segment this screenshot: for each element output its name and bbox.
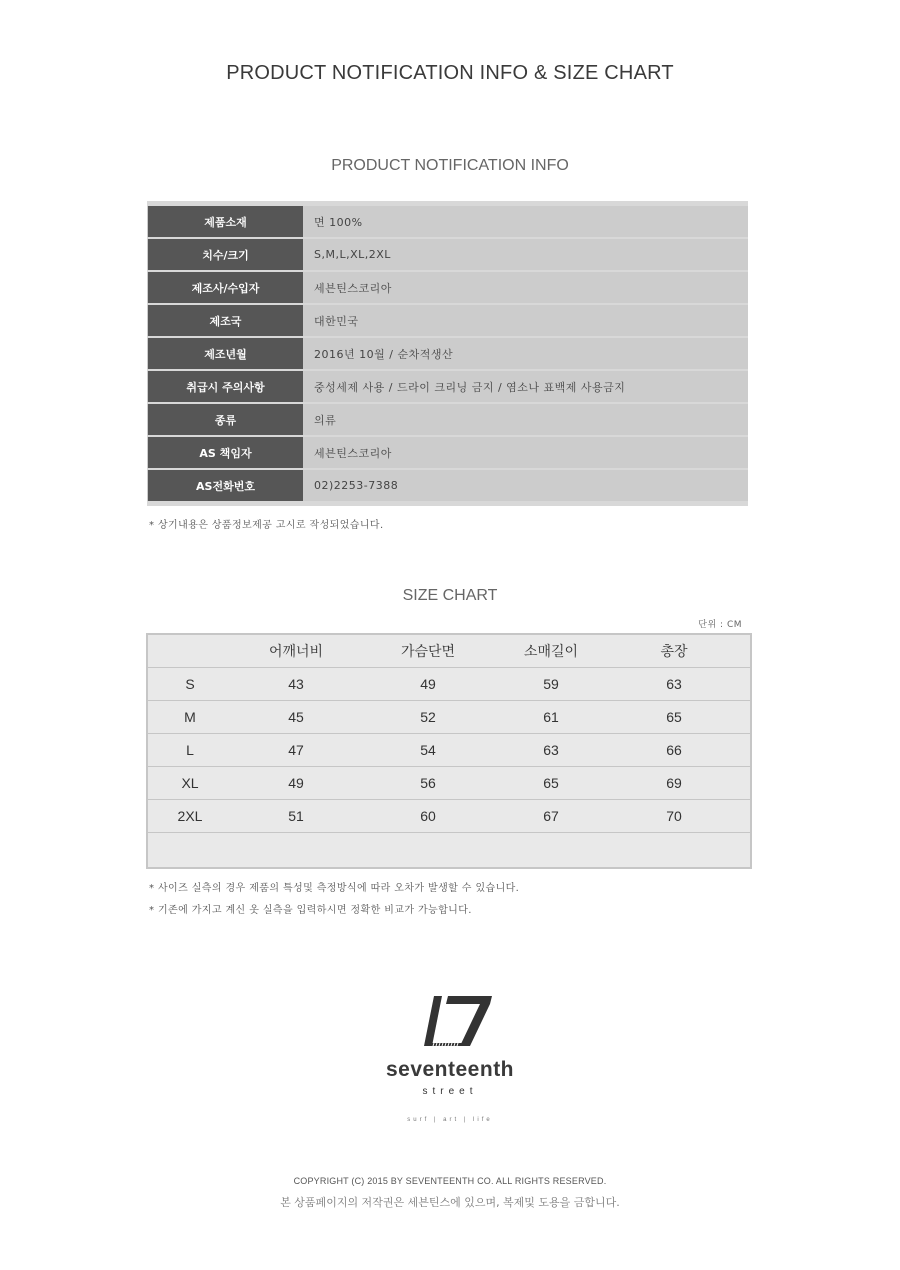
- info-value: 2016년 10월 / 순차적생산: [314, 347, 454, 361]
- info-label: 제조사/수입자: [148, 272, 303, 303]
- table-cell: 49: [420, 676, 436, 692]
- size-note: * 기존에 가지고 계신 옷 실측을 입력하시면 정확한 비교가 가능합니다.: [149, 905, 472, 916]
- table-row: [148, 800, 750, 833]
- table-row: [148, 668, 750, 701]
- table-cell: 59: [543, 676, 559, 692]
- info-value: 대한민국: [314, 314, 359, 328]
- table-cell: 69: [666, 775, 682, 791]
- info-row: [147, 404, 748, 435]
- info-label: 종류: [148, 404, 303, 435]
- table-cell: 63: [666, 676, 682, 692]
- table-cell: 49: [288, 775, 304, 791]
- info-label: 제조국: [148, 305, 303, 336]
- seventeen-logo-icon: [422, 994, 494, 1052]
- info-row: [147, 371, 748, 402]
- size-note: * 사이즈 실측의 경우 제품의 특성및 측정방식에 따라 오차가 발생할 수 있습니다.: [149, 883, 520, 894]
- notification-info-table: [147, 201, 748, 506]
- header-cell: [148, 635, 232, 667]
- info-row: [147, 470, 748, 501]
- brand-subtitle: street: [422, 1086, 478, 1097]
- info-note: * 상기내용은 상품정보제공 고시로 작성되었습니다.: [149, 520, 384, 531]
- info-label: AS전화번호: [148, 470, 303, 501]
- info-label: 치수/크기: [148, 239, 303, 270]
- table-cell: 56: [420, 775, 436, 791]
- table-cell: 45: [288, 709, 304, 725]
- info-row: [147, 305, 748, 336]
- table-row: [148, 734, 750, 767]
- header-cell: 어깨너비: [268, 643, 324, 659]
- table-cell: 67: [543, 808, 559, 824]
- table-cell: 54: [420, 742, 436, 758]
- header-cell: 소매길이: [523, 643, 579, 659]
- size-label-cell: L: [186, 742, 194, 758]
- info-row: [147, 338, 748, 369]
- size-label-cell: M: [184, 709, 196, 725]
- info-label: AS 책임자: [148, 437, 303, 468]
- table-cell: 66: [666, 742, 682, 758]
- size-label-cell: XL: [181, 775, 199, 791]
- table-cell: 47: [288, 742, 304, 758]
- page-title: PRODUCT NOTIFICATION INFO & SIZE CHART: [226, 62, 674, 84]
- table-cell: 61: [543, 709, 559, 725]
- size-label-cell: 2XL: [177, 808, 203, 824]
- info-row: [147, 437, 748, 468]
- info-value: 면 100%: [314, 215, 363, 229]
- info-value: 중성세제 사용 / 드라이 크리닝 금지 / 염소나 표백제 사용금지: [314, 380, 626, 394]
- info-label: 제조년월: [148, 338, 303, 369]
- table-cell: 43: [288, 676, 304, 692]
- table-cell: 63: [543, 742, 559, 758]
- table-row: [148, 701, 750, 734]
- size-chart-table: [146, 633, 752, 869]
- table-cell: 51: [288, 808, 304, 824]
- info-value: 세븐틴스코리아: [314, 446, 392, 460]
- info-value: S,M,L,XL,2XL: [314, 248, 391, 261]
- info-label: 취급시 주의사항: [148, 371, 303, 402]
- table-cell: 70: [666, 808, 682, 824]
- info-row: [147, 272, 748, 303]
- table-row: [148, 767, 750, 800]
- size-chart-title: SIZE CHART: [402, 587, 498, 604]
- copyright-text: COPYRIGHT (C) 2015 BY SEVENTEENTH CO. ALL RIGHTS RESERVED.: [293, 1176, 607, 1186]
- info-label: 제품소재: [148, 206, 303, 237]
- table-cell: 52: [420, 709, 436, 725]
- info-section-title: PRODUCT NOTIFICATION INFO: [331, 157, 569, 174]
- info-value: 02)2253-7388: [314, 479, 399, 492]
- info-value: 세븐틴스코리아: [314, 281, 392, 295]
- brand-name: seventeenth: [385, 1058, 515, 1081]
- table-cell: 65: [543, 775, 559, 791]
- brand-tagline: surf | art | life: [407, 1117, 493, 1123]
- copyright-korean-text: 본 상품페이지의 저작권은 세븐틴스에 있으며, 복제및 도용을 금합니다.: [280, 1196, 620, 1209]
- unit-label: 단위 : CM: [698, 620, 742, 630]
- info-row: [147, 239, 748, 270]
- header-cell: 총장: [660, 643, 688, 659]
- header-cell: 가슴단면: [400, 643, 456, 659]
- size-label-cell: S: [185, 676, 195, 692]
- table-cell: 60: [420, 808, 436, 824]
- info-value: 의류: [314, 413, 337, 427]
- brand-logo: [0, 994, 900, 1134]
- info-row: [147, 206, 748, 237]
- table-cell: 65: [666, 709, 682, 725]
- size-header-row: [148, 635, 750, 668]
